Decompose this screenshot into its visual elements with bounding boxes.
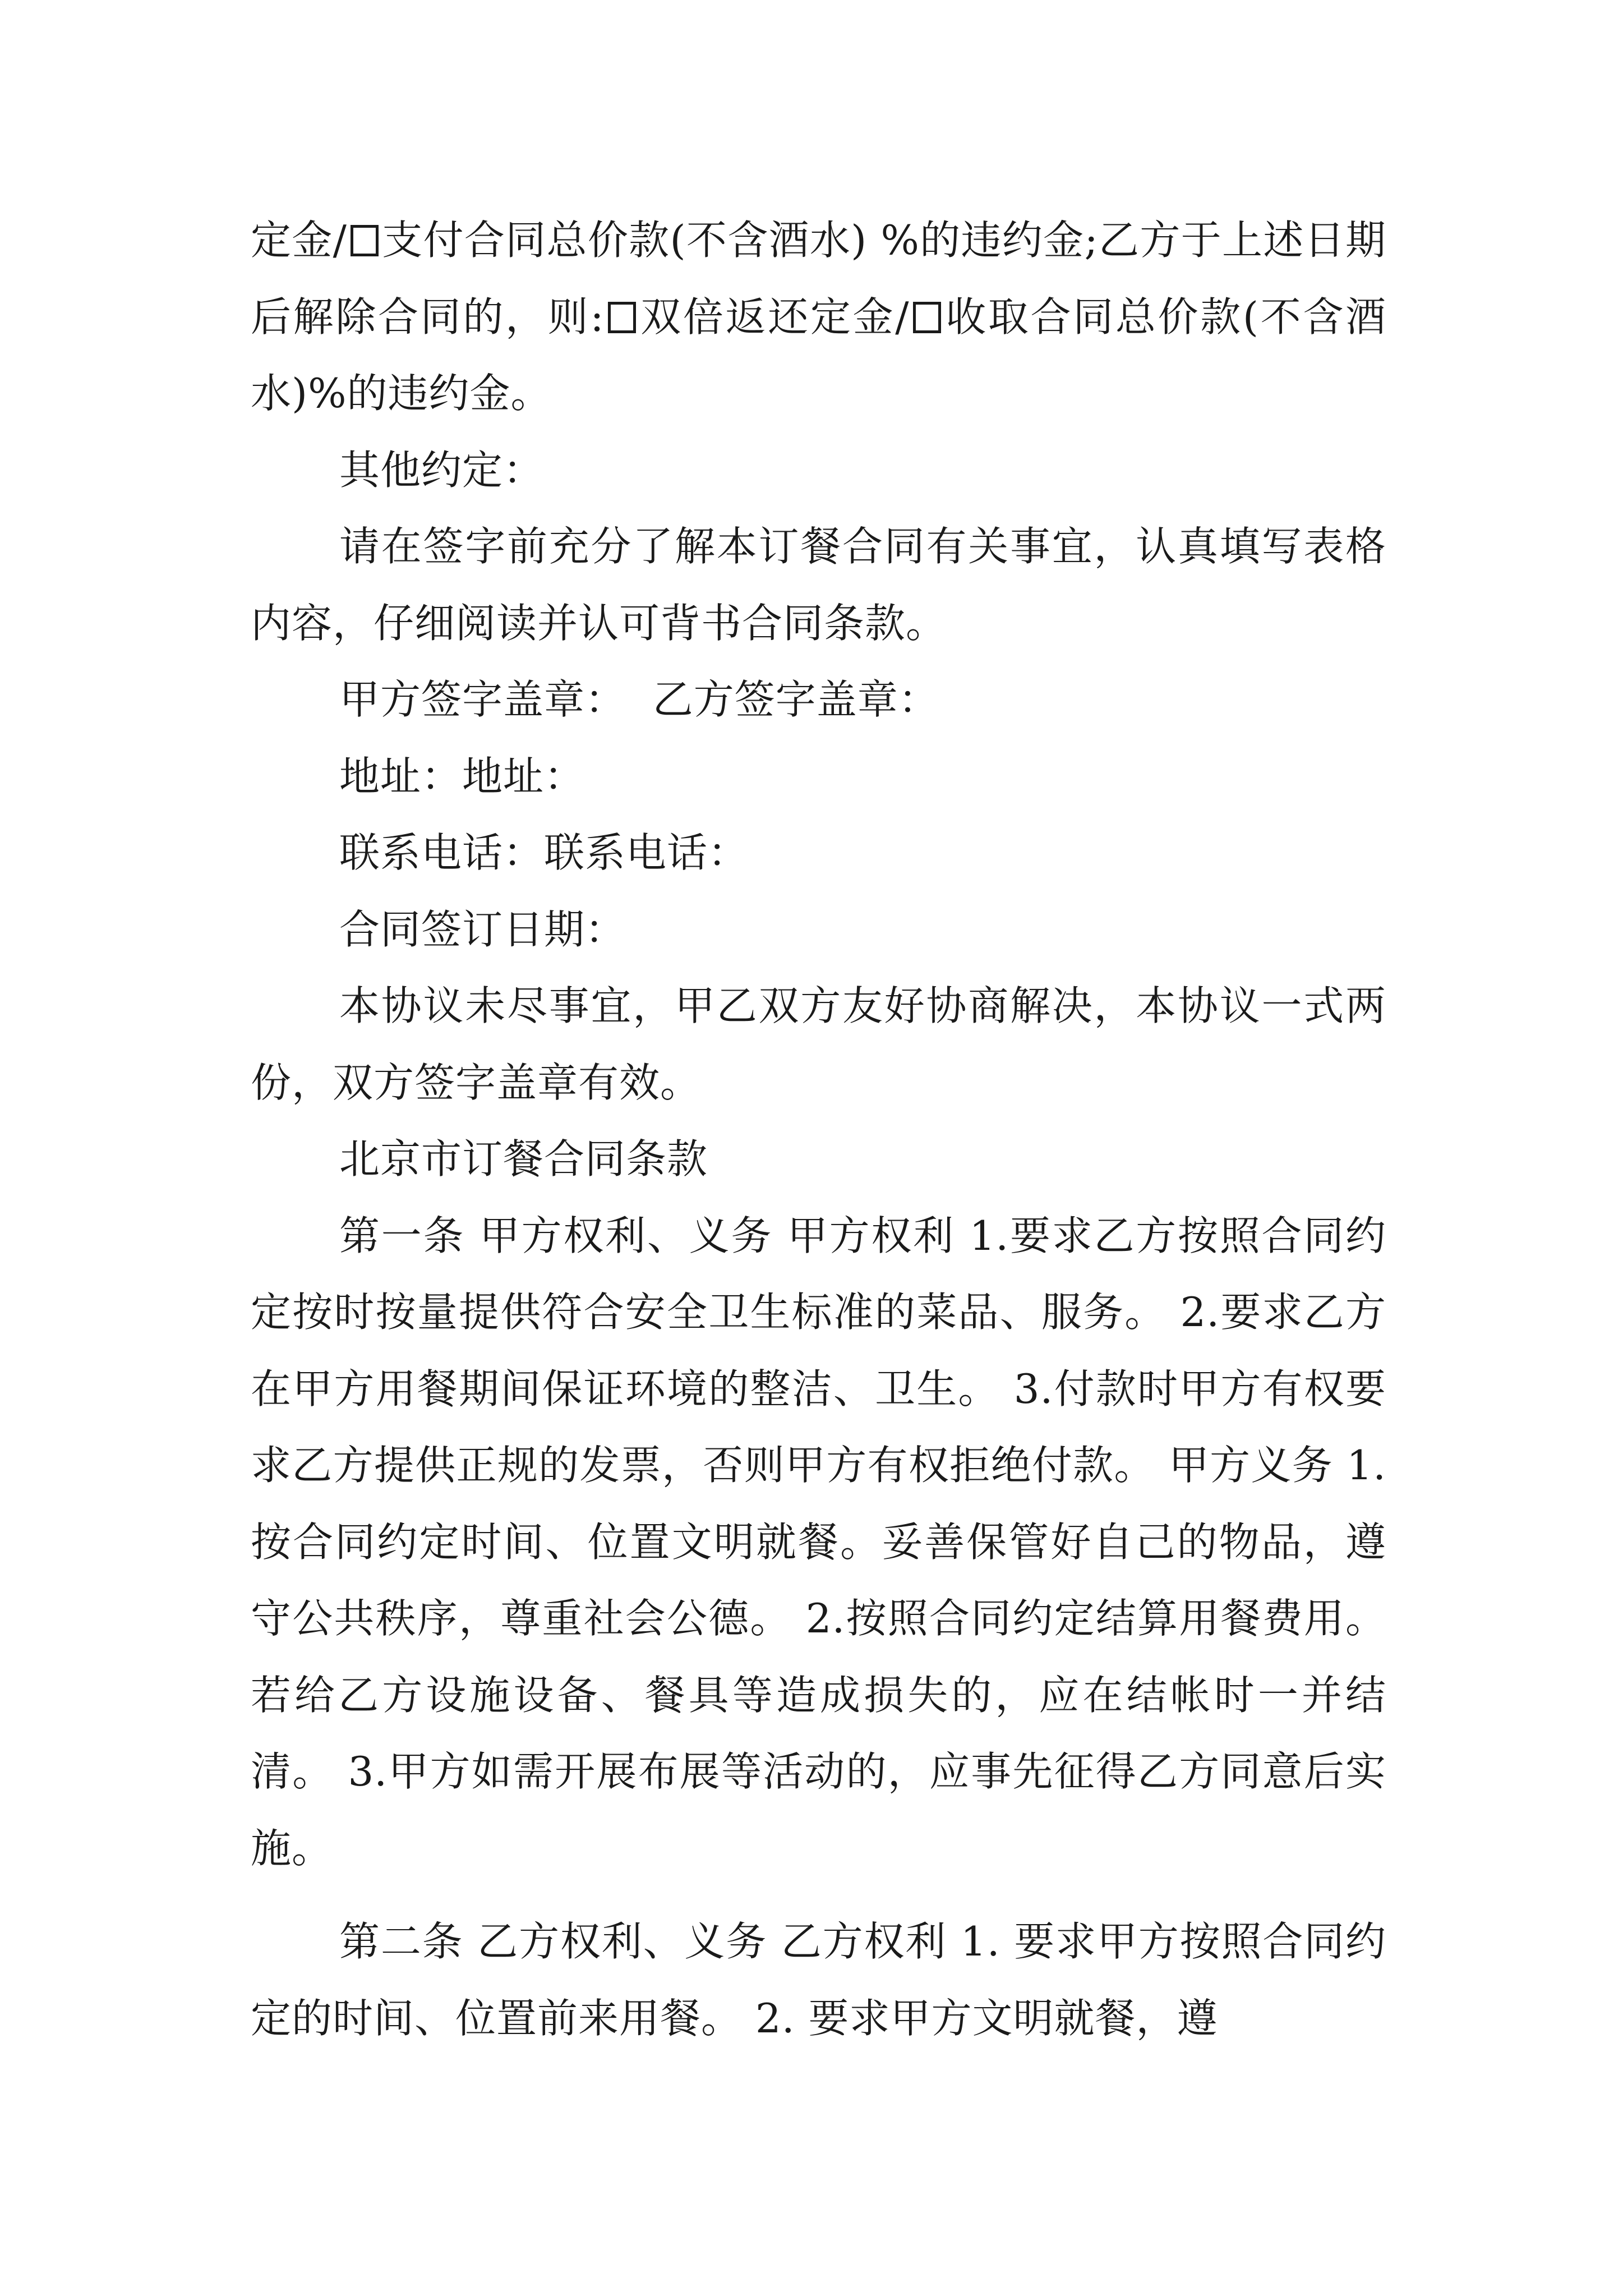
penalty-clause <box>251 202 1386 432</box>
checkbox-icon <box>351 225 379 256</box>
penalty-text-2: 支付合同总价款(不含酒水) %的违约金;乙方于上述日期后解除合同的，则: <box>251 217 1386 341</box>
penalty-text-1: 定金/ <box>251 217 347 264</box>
article-1: 第一条 甲方权利、义务 甲方权利 1.要求乙方按照合同约定按时按量提供符合安全卫生标准的菜品、服务。 2.要求乙方在甲方用餐期间保证环境的整洁、卫生。 3.付款时甲方有权要求乙方提供正规的发票，否则甲方有权拒绝付款。 甲方义务 1.按合同约定时间、位置文明就餐。妥善保管好自己的物品，遵守公共秩序，尊重社会公德。 2.按照合同约定结算用餐费用。若给乙方设施设备、餐具等造成损失的，应在结帐时一并结清。 3.甲方如需开展布展等活动的，应事先征得乙方同意后实施。 <box>251 1212 1386 1872</box>
supplement-paragraph: 本协议未尽事宜，甲乙双方友好协商解决，本协议一式两份，双方签字盖章有效。 <box>251 982 1386 1106</box>
article-2: 第二条 乙方权利、义务 乙方权利 1. 要求甲方按照合同约定的时间、位置前来用餐。 2. 要求甲方文明就餐，遵 <box>251 1918 1386 2042</box>
document-page <box>251 202 1386 2056</box>
checkbox-icon <box>913 302 941 333</box>
notice-paragraph: 请在签字前充分了解本订餐合同有关事宜，认真填写表格内容，仔细阅读并认可背书合同条款。 <box>251 523 1386 647</box>
checkbox-icon <box>608 302 636 333</box>
other-agreements: 其他约定： <box>339 446 545 494</box>
address-line: 地址：地址： <box>339 752 585 800</box>
terms-title: 北京市订餐合同条款 <box>339 1135 708 1182</box>
signature-line: 甲方签字盖章： 乙方签字盖章： <box>339 676 939 723</box>
phone-line: 联系电话：联系电话： <box>339 829 749 876</box>
sign-date-line: 合同签订日期： <box>339 905 626 953</box>
penalty-text-3: 双倍返还定金/ <box>639 293 910 341</box>
penalty-text-4: 收取合同总价款(不含酒水)%的违约金。 <box>251 293 1386 417</box>
